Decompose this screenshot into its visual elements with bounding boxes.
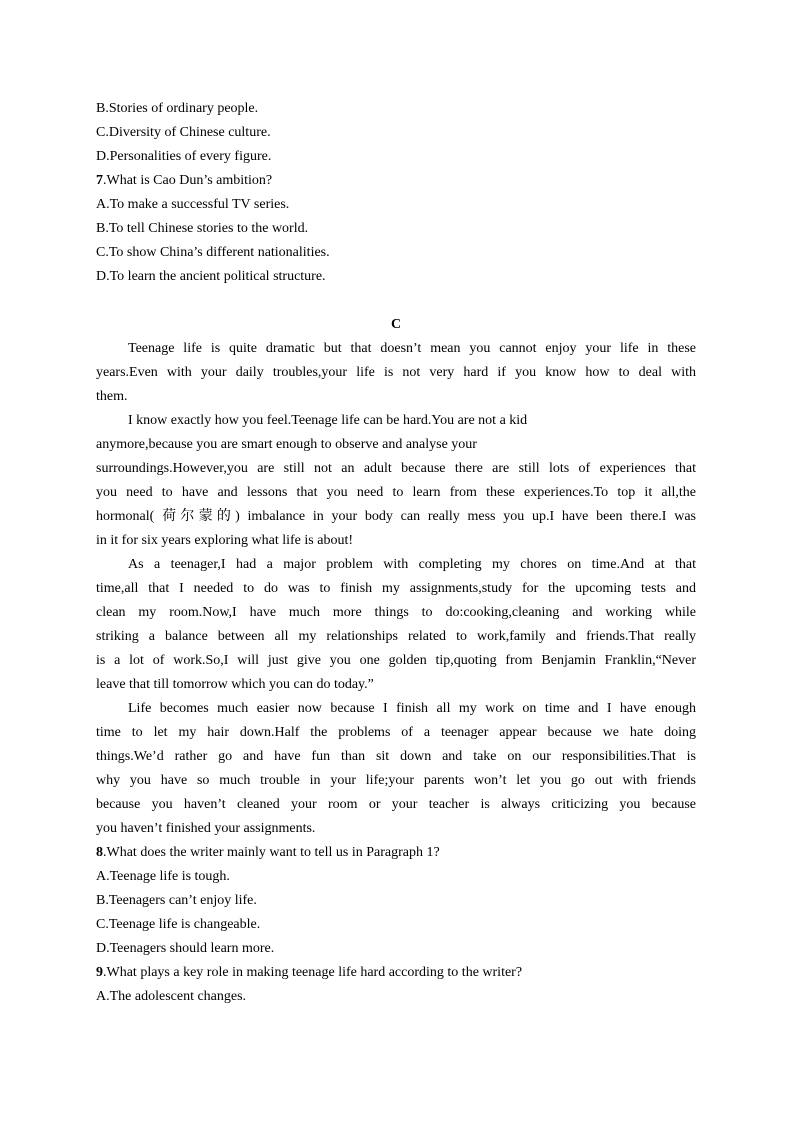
q8-stem	[96, 841, 696, 865]
p3-line: is a lot of work.So,I will just give you one golden tip,quoting from Benjamin Franklin,“Never	[96, 653, 696, 668]
q8-option-a: A.Teenage life is tough.	[96, 869, 230, 884]
paragraph-1	[96, 337, 696, 409]
passage	[96, 337, 696, 841]
q8-option-c: C.Teenage life is changeable.	[96, 917, 261, 932]
q8-number: 8	[96, 845, 103, 860]
q7-text: .What is Cao Dun’s ambition?	[103, 173, 273, 188]
p4-line: time to let my hair down.Half the problems of a teenager appear because we hate doing	[96, 725, 696, 740]
p4-line: Life becomes much easier now because I finish all my work on time and I have enough	[128, 701, 696, 716]
q7-option-d: D.To learn the ancient political structure.	[96, 269, 326, 284]
q8-option-d: D.Teenagers should learn more.	[96, 941, 275, 956]
p1-line: years.Even with your daily troubles,your life is not very hard if you know how to deal with	[96, 365, 696, 380]
p2-line: you need to have and lessons that you need to learn from these experiences.To top it all,the	[96, 485, 696, 500]
paragraph-2	[96, 409, 696, 553]
q6-options	[96, 97, 696, 169]
p1-line: them.	[96, 389, 128, 404]
q6-option-d: D.Personalities of every figure.	[96, 149, 272, 164]
p2-line: in it for six years exploring what life is about!	[96, 533, 353, 548]
paragraph-3	[96, 553, 696, 697]
document-page	[96, 97, 696, 1009]
section-title: C	[390, 317, 402, 332]
p2-line: hormonal( 荷尔蒙的) imbalance in your body can really mess you up.I have been there.I was	[96, 509, 696, 524]
q9-option-a: A.The adolescent changes.	[96, 989, 247, 1004]
p4-line: things.We’d rather go and have fun than sit down and take on our responsibilities.That is	[96, 749, 696, 764]
q7-stem	[96, 169, 696, 193]
q9-number: 9	[96, 965, 103, 980]
q7-option-a: A.To make a successful TV series.	[96, 197, 290, 212]
q7-option-b: B.To tell Chinese stories to the world.	[96, 221, 309, 236]
p3-line: striking a balance between all my relationships related to work,family and friends.That really	[96, 629, 696, 644]
q6-option-c: C.Diversity of Chinese culture.	[96, 125, 271, 140]
p3-line: As a teenager,I had a major problem with completing my chores on time.And at that	[128, 557, 696, 572]
p4-line: why you have so much trouble in your life;your parents won’t let you go out with friends	[96, 773, 696, 788]
q8-option-b: B.Teenagers can’t enjoy life.	[96, 893, 257, 908]
q9-stem	[96, 961, 696, 985]
p2-line: I know exactly how you feel.Teenage life can be hard.You are not a kid	[128, 413, 528, 428]
question-9	[96, 961, 696, 1009]
p1-line: Teenage life is quite dramatic but that doesn’t mean you cannot enjoy your life in these	[128, 341, 696, 356]
p3-line: leave that till tomorrow which you can do today.”	[96, 677, 374, 692]
p3-line: clean my room.Now,I have much more things to do:cooking,cleaning and working while	[96, 605, 696, 620]
p3-line: time,all that I needed to do was to finish my assignments,study for the upcoming tests and	[96, 581, 696, 596]
paragraph-4	[96, 697, 696, 841]
question-8	[96, 841, 696, 961]
p4-line: you haven’t finished your assignments.	[96, 821, 316, 836]
q6-option-b: B.Stories of ordinary people.	[96, 101, 259, 116]
q7-number: 7	[96, 173, 103, 188]
q7-option-c: C.To show China’s different nationalities.	[96, 245, 330, 260]
q8-text: .What does the writer mainly want to tell us in Paragraph 1?	[103, 845, 440, 860]
q9-text: .What plays a key role in making teenage life hard according to the writer?	[103, 965, 523, 980]
p2-line: anymore,because you are smart enough to observe and analyse your	[96, 437, 477, 452]
p2-line: surroundings.However,you are still not an adult because there are still lots of experiences that	[96, 461, 696, 476]
p4-line: because you haven’t cleaned your room or your teacher is always criticizing you because	[96, 797, 696, 812]
question-7	[96, 169, 696, 289]
